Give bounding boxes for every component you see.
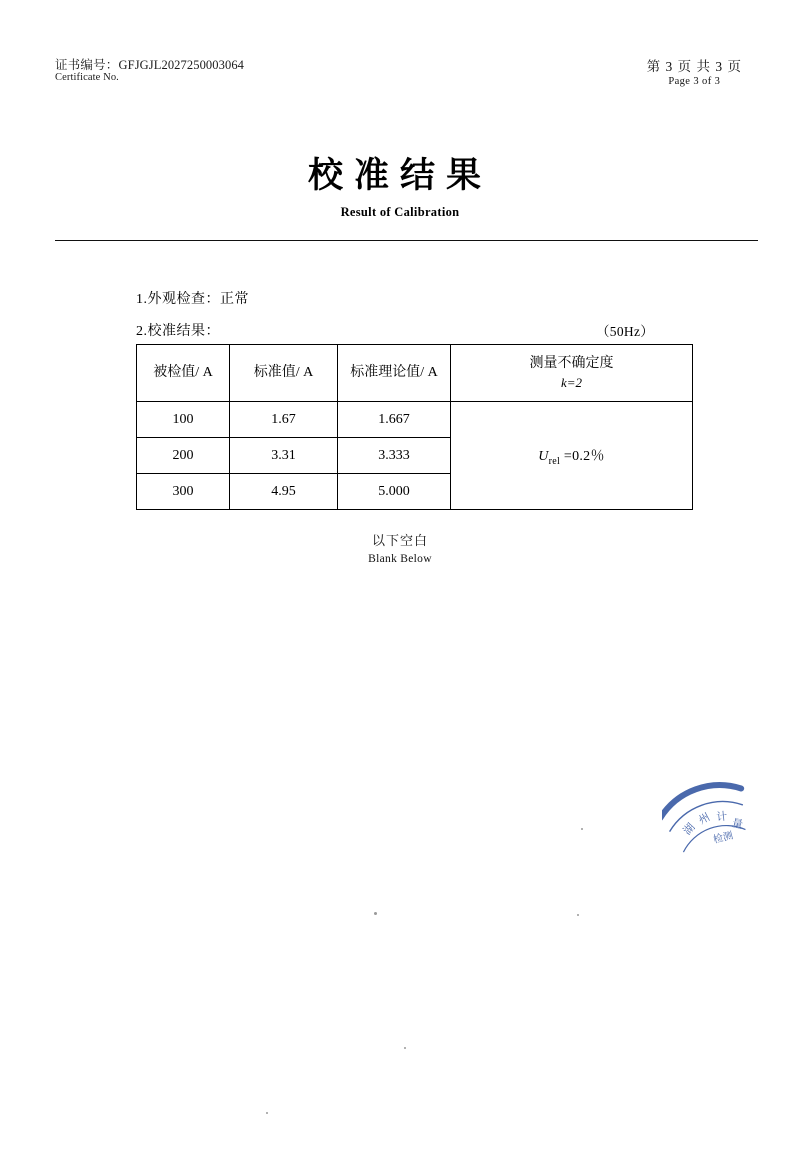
cell-theoretical: 5.000 — [338, 474, 451, 510]
svg-text:检测: 检测 — [712, 830, 735, 846]
uncertainty-symbol: U — [538, 448, 549, 464]
table-row — [137, 402, 693, 438]
result-table-wrapper — [136, 344, 688, 510]
calibration-result-table — [136, 344, 693, 510]
uncertainty-subscript: rel — [548, 455, 561, 467]
calibration-seal-stamp — [662, 782, 772, 902]
svg-text:计: 计 — [715, 810, 728, 824]
certificate-number-label: 证书编号： — [55, 58, 119, 72]
appearance-check-line: 1.外观检查：正常 — [136, 292, 249, 307]
speckle — [374, 912, 377, 915]
speckle — [577, 914, 579, 916]
page-title: 校准结果 — [307, 156, 492, 195]
uncertainty-amount: =0.2％ — [560, 448, 605, 464]
cell-standard: 1.67 — [230, 402, 338, 438]
frequency-note: （50Hz） — [596, 324, 655, 339]
cell-standard: 4.95 — [230, 474, 338, 510]
uncertainty-header-sub: k=2 — [560, 374, 583, 390]
cell-theoretical: 1.667 — [338, 402, 451, 438]
page-number-block — [647, 55, 742, 87]
certificate-number-block — [55, 55, 244, 83]
svg-text:州: 州 — [696, 811, 713, 828]
page-header — [55, 55, 760, 95]
speckle — [404, 1047, 406, 1049]
uncertainty-header-main: 测量不确定度 — [529, 355, 614, 371]
cell-theoretical: 3.333 — [338, 438, 451, 474]
cell-measured: 100 — [137, 402, 230, 438]
calibration-result-label: 2.校准结果： — [136, 324, 220, 339]
certificate-number-line — [55, 55, 244, 73]
svg-text:量: 量 — [730, 817, 745, 832]
seal-icon — [662, 782, 772, 902]
cell-measured: 200 — [137, 438, 230, 474]
page-number-zh: 第 3 页 共 3 页 — [646, 59, 742, 74]
speckle — [266, 1112, 268, 1114]
speckle — [581, 828, 583, 830]
cell-measured: 300 — [137, 474, 230, 510]
cell-standard: 3.31 — [230, 438, 338, 474]
certificate-number-value: GFJGJL2027250003064 — [118, 58, 245, 72]
certificate-number-label-en: Certificate No. — [55, 72, 119, 83]
title-divider — [55, 240, 758, 241]
svg-text:湖: 湖 — [681, 821, 698, 838]
table-header-uncertainty — [451, 345, 693, 402]
page-title-en: Result of Calibration — [340, 205, 460, 219]
page-number-en: Page 3 of 3 — [668, 76, 721, 87]
cell-uncertainty-value — [451, 402, 693, 510]
table-header-measured: 被检值/ A — [137, 345, 230, 402]
table-header-theoretical: 标准理论值/ A — [338, 345, 451, 402]
blank-below-zh: 以下空白 — [371, 533, 428, 548]
table-header-row — [137, 345, 693, 402]
blank-below-en: Blank Below — [368, 553, 432, 565]
table-header-standard: 标准值/ A — [230, 345, 338, 402]
